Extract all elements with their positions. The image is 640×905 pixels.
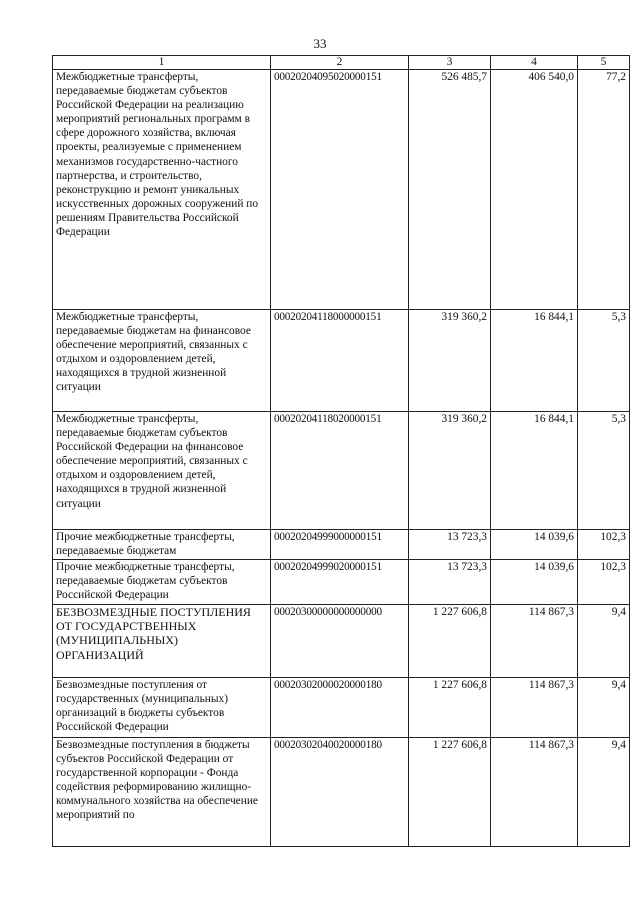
table-row [53, 605, 630, 678]
row-planned: 1 227 606,8 [409, 605, 491, 678]
table-row [53, 530, 630, 560]
row-name: Безвозмездные поступления в бюджеты субъектов Российской Федерации от государственной корпорации - Фонда содействия реформированию жилищно-коммунального хозяйства на обеспечение мероприятий по [53, 738, 271, 847]
column-header: 5 [578, 56, 630, 70]
table-row [53, 412, 630, 530]
row-planned: 1 227 606,8 [409, 678, 491, 738]
row-planned: 319 360,2 [409, 310, 491, 412]
row-name: Прочие межбюджетные трансферты, передаваемые бюджетам субъектов Российской Федерации [53, 560, 271, 605]
row-name: Прочие межбюджетные трансферты, передаваемые бюджетам [53, 530, 271, 560]
table-row [53, 70, 630, 310]
row-name: Межбюджетные трансферты, передаваемые бюджетам на финансовое обеспечение мероприятий, связанных с отдыхом и оздоровлением детей, находящихся в трудной жизненной ситуации [53, 310, 271, 412]
row-actual: 16 844,1 [491, 310, 578, 412]
column-header: 4 [491, 56, 578, 70]
page-number: 33 [313, 36, 327, 51]
row-code: 00020204095020000151 [271, 70, 409, 310]
row-name: Безвозмездные поступления от государственных (муниципальных) организаций в бюджеты субъектов Российской Федерации [53, 678, 271, 738]
row-planned: 13 723,3 [409, 560, 491, 605]
row-planned: 526 485,7 [409, 70, 491, 310]
row-code: 00020204118000000151 [271, 310, 409, 412]
row-planned: 319 360,2 [409, 412, 491, 530]
row-code: 00020302040020000180 [271, 738, 409, 847]
row-percent: 5,3 [578, 412, 630, 530]
row-code: 00020204999020000151 [271, 560, 409, 605]
row-code: 00020204118020000151 [271, 412, 409, 530]
column-header: 3 [409, 56, 491, 70]
row-name: БЕЗВОЗМЕЗДНЫЕ ПОСТУПЛЕНИЯ ОТ ГОСУДАРСТВЕННЫХ (МУНИЦИПАЛЬНЫХ) ОРГАНИЗАЦИЙ [53, 605, 271, 678]
row-planned: 13 723,3 [409, 530, 491, 560]
row-code: 00020300000000000000 [271, 605, 409, 678]
table-row [53, 678, 630, 738]
row-planned: 1 227 606,8 [409, 738, 491, 847]
column-header: 2 [271, 56, 409, 70]
table-row [53, 738, 630, 847]
row-actual: 14 039,6 [491, 530, 578, 560]
row-actual: 16 844,1 [491, 412, 578, 530]
row-percent: 9,4 [578, 738, 630, 847]
row-actual: 114 867,3 [491, 738, 578, 847]
row-percent: 9,4 [578, 678, 630, 738]
row-percent: 102,3 [578, 530, 630, 560]
table-header-row [53, 56, 630, 70]
column-header: 1 [53, 56, 271, 70]
row-actual: 114 867,3 [491, 678, 578, 738]
row-percent: 77,2 [578, 70, 630, 310]
row-percent: 5,3 [578, 310, 630, 412]
row-actual: 406 540,0 [491, 70, 578, 310]
row-actual: 14 039,6 [491, 560, 578, 605]
row-actual: 114 867,3 [491, 605, 578, 678]
row-name: Межбюджетные трансферты, передаваемые бюджетам субъектов Российской Федерации на реализацию мероприятий региональных программ в сфере дорожного хозяйства, включая проекты, реализуемые с применением механизмов государственно-частного партнерства, и строительство, реконструкцию и ремонт уникальных искусственных дорожных сооружений по решениям Правительства Российской Федерации [53, 70, 271, 310]
row-percent: 102,3 [578, 560, 630, 605]
table-row [53, 560, 630, 605]
row-name: Межбюджетные трансферты, передаваемые бюджетам субъектов Российской Федерации на финансовое обеспечение мероприятий, связанных с отдыхом и оздоровлением детей, находящихся в трудной жизненной ситуации [53, 412, 271, 530]
row-code: 00020302000020000180 [271, 678, 409, 738]
budget-table [52, 55, 630, 847]
table-row [53, 310, 630, 412]
row-percent: 9,4 [578, 605, 630, 678]
row-code: 00020204999000000151 [271, 530, 409, 560]
